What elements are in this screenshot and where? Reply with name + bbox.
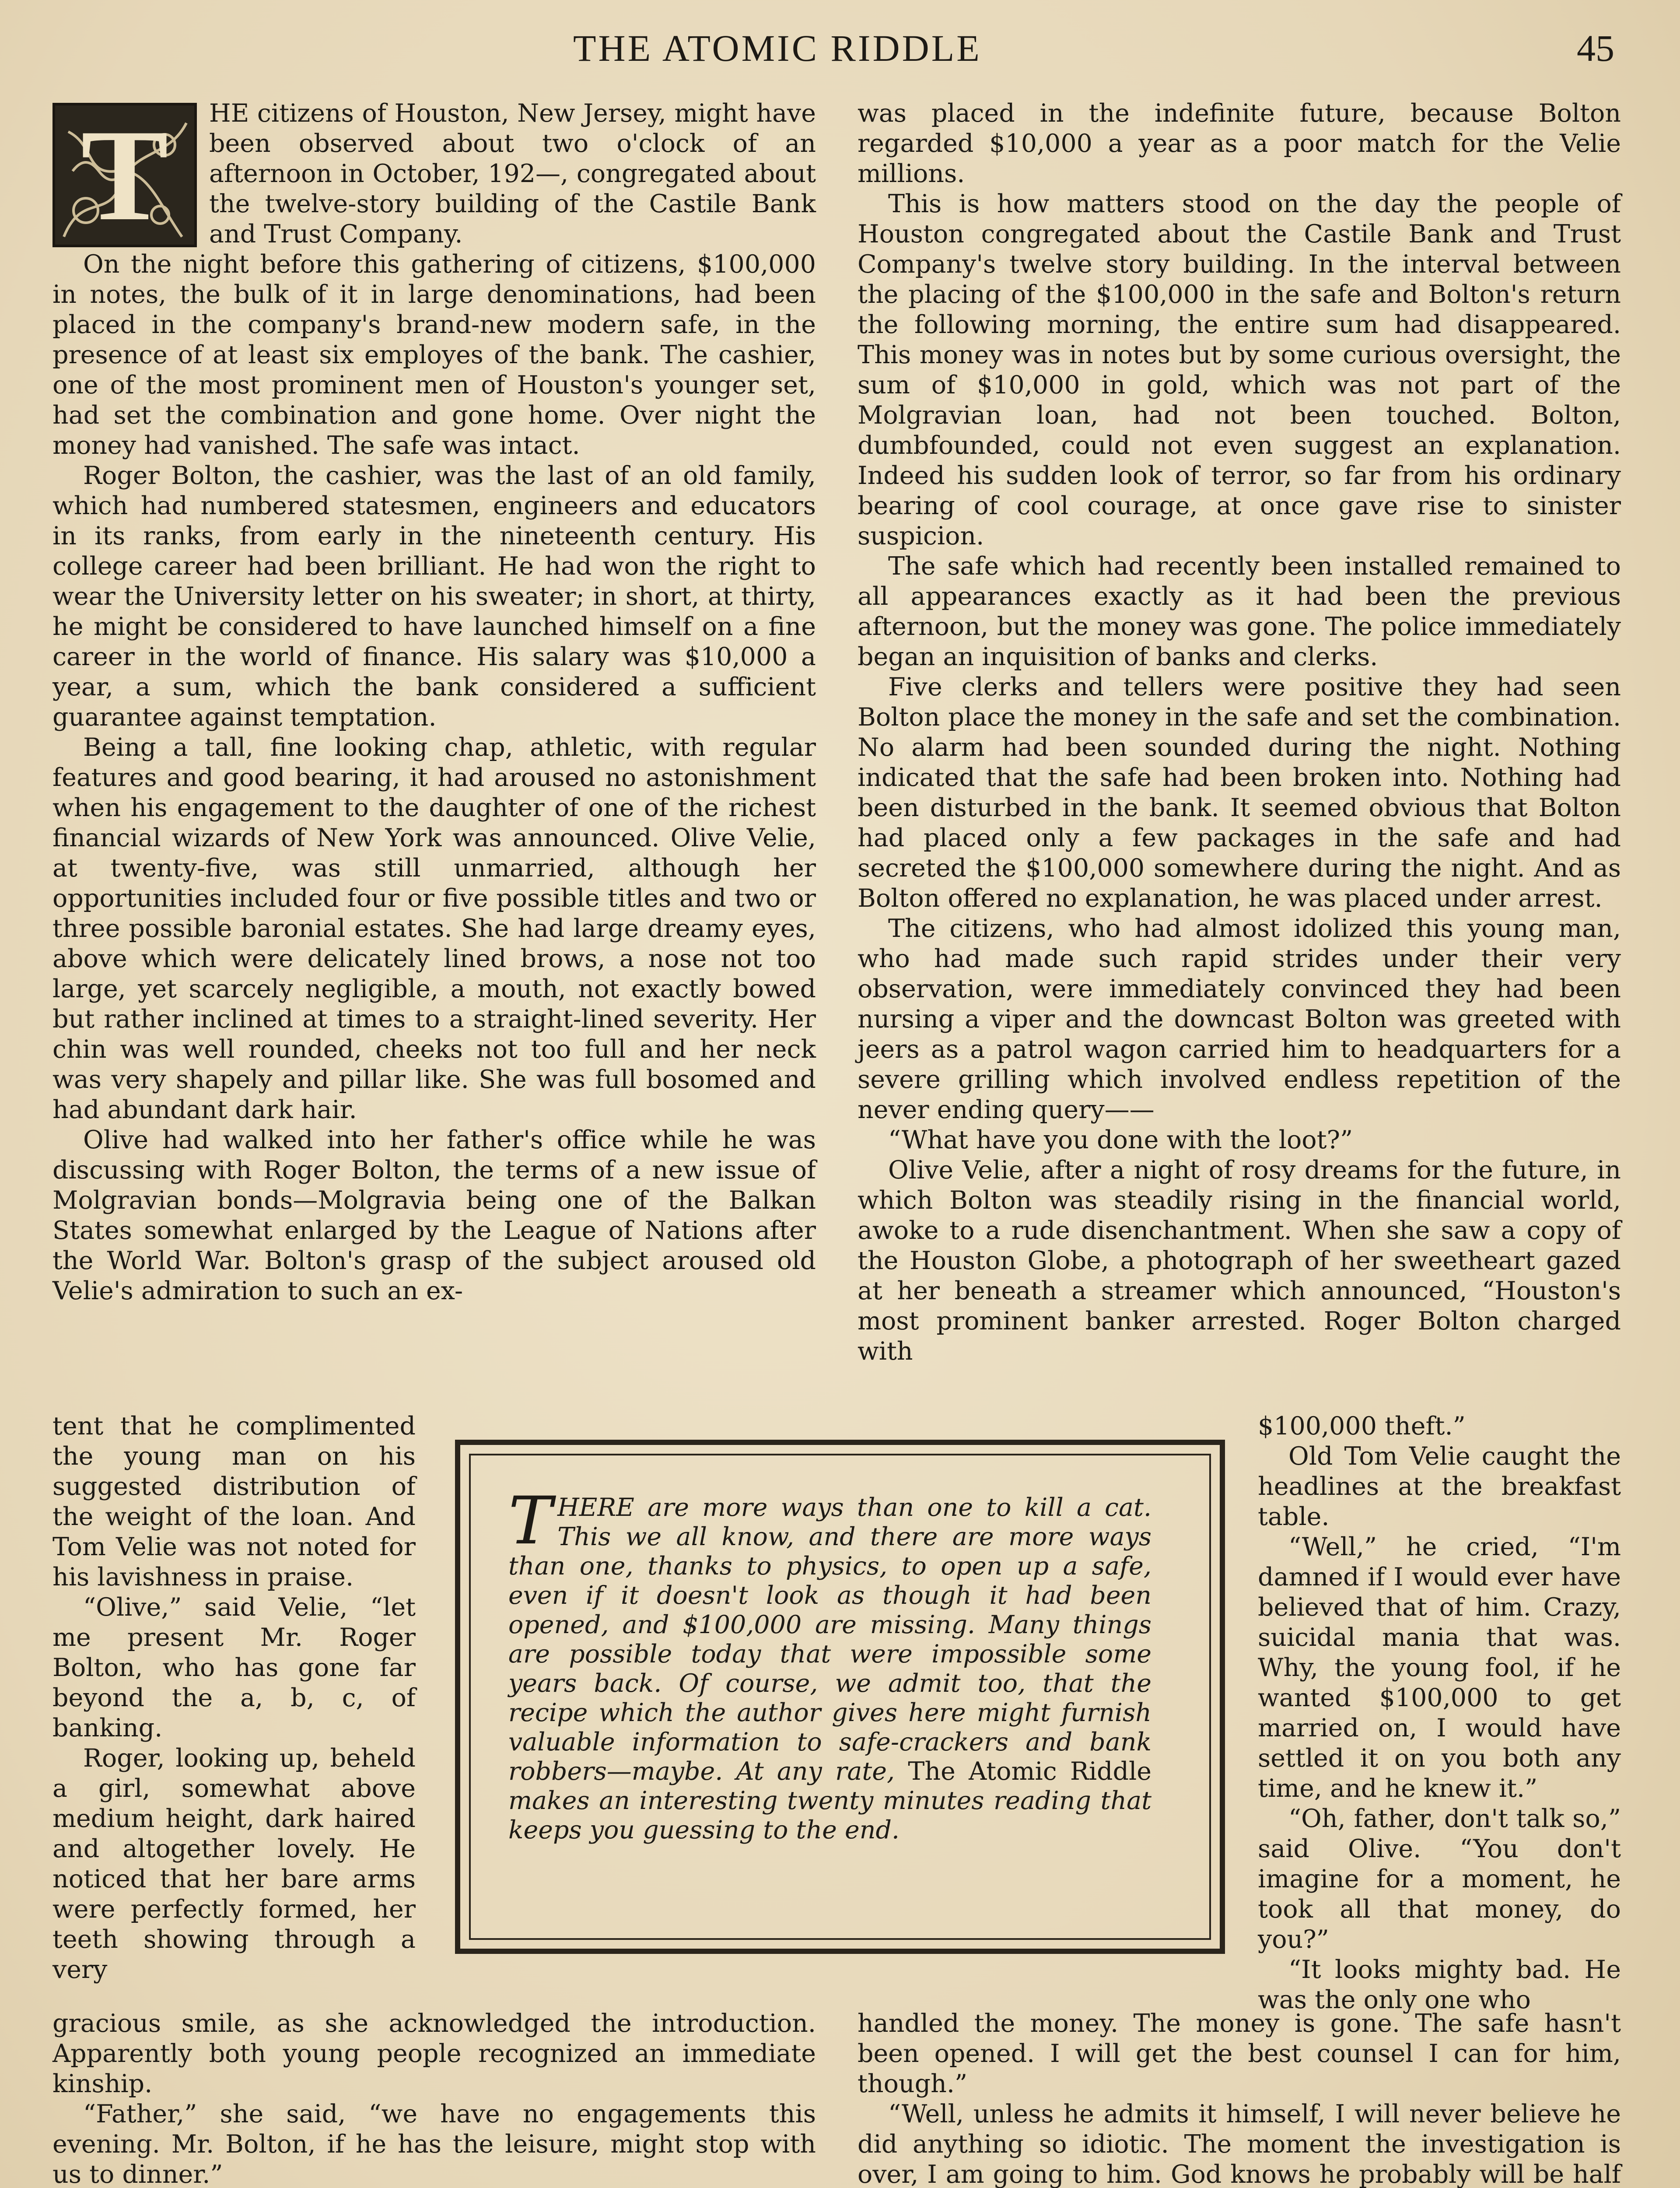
left-narrow-column: [52, 1411, 416, 2011]
page-number: 45: [1577, 27, 1614, 69]
right-column-lower: [858, 2009, 1621, 2188]
paragraph: handled the money. The money is gone. The safe hasn't been opened. I will get the best counsel I can for him, though.”: [858, 2009, 1621, 2098]
dropcap-letter: T: [80, 103, 169, 247]
paragraph: “Olive,” said Velie, “let me present Mr. Roger Bolton, who has gone far beyond the a, b, c, of banking.: [52, 1593, 416, 1743]
boxout-text-a: HERE are more ways than one to kill a cat. This we all know, and there are more ways than one, thanks to physics, to open up a safe, even if it doesn't look as though it had been opened, and $100,000 are missing. Many things are possible today that were impossible some years back. Of course, we admit too, that the recipe which the author gives here might furnish valuable information to safe-crackers and bank robbers—maybe. At any rate,: [508, 1493, 1152, 1786]
paragraph: “Father,” she said, “we have no engagements this evening. Mr. Bolton, if he has the leisure, might stop with us to dinner.”: [52, 2100, 816, 2188]
paragraph: $100,000 theft.”: [1258, 1412, 1466, 1441]
paragraph: “Well, unless he admits it himself, I will never believe he did anything so idiotic. The moment the investigation is over, I am going to him. God knows he probably will be half: [858, 2100, 1621, 2188]
paragraph: “It looks mighty bad. He was the only one who: [1258, 1955, 1621, 2014]
paragraph: Being a tall, fine looking chap, athletic, with regular features and good bearing, it had aroused no astonishment when his engagement to the daughter of one of the richest financial wizards of New York was announced. Olive Velie, at twenty-five, was still unmarried, although her opportunities included four or five possible titles and two or three possible baronial estates. She had large dreamy eyes, above which were delicately lined brows, a nose not too large, yet scarcely negligible, a mouth, not exactly bowed but rather inclined at times to a straight-lined severity. Her chin was well rounded, cheeks not too full and her neck was very shapely and pillar like. She was full bosomed and had abundant dark hair.: [52, 733, 816, 1124]
paragraph: Old Tom Velie caught the headlines at the breakfast table.: [1258, 1442, 1621, 1531]
left-column: [52, 98, 816, 1411]
paragraph: Five clerks and tellers were positive they had seen Bolton place the money in the safe and set the combination. No alarm had been sounded during the night. Nothing indicated that the safe had been broken into. Nothing had been disturbed in the bank. It seemed obvious that Bolton had placed only a few packages in the safe and had secreted the $100,000 somewhere during the night. And as Bolton offered no explanation, he was placed under arrest.: [858, 673, 1621, 913]
paragraph: tent that he complimented the young man on his suggested distribution of the weight of the loan. And Tom Velie was not noted for his lavishness in praise.: [52, 1412, 416, 1592]
paragraph: This is how matters stood on the day the people of Houston congregated about the Castile Bank and Trust Company's twelve story building. In the interval between the placing of the $100,000 in the safe and Bolton's return the following morning, the entire sum had disappeared. This money was in notes but by some curious oversight, the sum of $10,000 in gold, which was not part of the Molgravian loan, had not been touched. Bolton, dumbfounded, could not even suggest an explanation. Indeed his sudden look of terror, so far from his ordinary bearing of cool courage, at once gave rise to sinister suspicion.: [858, 189, 1621, 551]
paragraph: Olive Velie, after a night of rosy dreams for the future, in which Bolton was steadily rising in the financial world, awoke to a rude disenchantment. When she saw a copy of the Houston Globe, a photograph of her sweetheart gazed at her beneath a streamer which announced, “Houston's most prominent banker arrested. Roger Bolton charged with: [858, 1156, 1621, 1366]
paragraph: Olive had walked into her father's office while he was discussing with Roger Bolton, the terms of a new issue of Molgravian bonds—Molgravia being one of the Balkan States somewhat enlarged by the League of Nations after the World War. Bolton's grasp of the subject aroused old Velie's admiration to such an ex-: [52, 1126, 816, 1305]
paragraph: On the night before this gathering of citizens, $100,000 in notes, the bulk of it in large denominations, had been placed in the company's brand-new modern safe, in the presence of at least six employes of the bank. The cashier, one of the most prominent men of Houston's younger set, had set the combination and gone home. Over night the money had vanished. The safe was intact.: [52, 250, 816, 460]
paragraph: The citizens, who had almost idolized this young man, who had made such rapid strides under their very observation, were immediately convinced they had been nursing a viper and the downcast Bolton was greeted with jeers as a patrol wagon carried him to headquarters for a severe grilling which involved endless repetition of the never ending query——: [858, 914, 1621, 1124]
right-narrow-column: [1258, 1411, 1621, 2014]
paragraph: Roger, looking up, beheld a girl, somewhat above medium height, dark haired and altogether lovely. He noticed that her bare arms were perfectly formed, her teeth showing through a very: [52, 1744, 416, 1984]
ornamental-dropcap: [52, 103, 197, 247]
left-column-lower: [52, 2009, 816, 2188]
boxout-story-title: The Atomic Riddle: [908, 1757, 1152, 1786]
paragraph: “Well,” he cried, “I'm damned if I would ever have believed that of him. Crazy, suicidal mania that was. Why, the young fool, if he wanted $100,000 to get married on, I would have settled it on you both any time, and he knew it.”: [1258, 1532, 1621, 1803]
boxout-initial: T: [508, 1483, 553, 1559]
running-head: [0, 26, 1680, 79]
paragraph: “Oh, father, don't talk so,” said Olive. “You don't imagine for a moment, he took all that money, do you?”: [1258, 1804, 1621, 1954]
boxout-text-b: makes an interesting twenty minutes reading that keeps you guessing to the end.: [508, 1786, 1152, 1844]
paragraph: Roger Bolton, the cashier, was the last of an old family, which had numbered statesmen, engineers and educators in its ranks, from early in the nineteenth century. His college career had been brilliant. He had won the right to wear the University letter on his sweater; in short, at thirty, he might be considered to have launched himself on a fine career in the world of finance. His salary was $10,000 a year, a sum, which the bank considered a sufficient guarantee against temptation.: [52, 461, 816, 732]
boxout-text: [508, 1483, 1152, 1845]
paragraph: “What have you done with the loot?”: [888, 1126, 1353, 1154]
paragraph: The safe which had recently been installed remained to all appearances exactly as it had been the previous afternoon, but the money was gone. The police immediately began an inquisition of banks and clerks.: [858, 552, 1621, 671]
paragraph: was placed in the indefinite future, because Bolton regarded $10,000 a year as a poor match for the Velie millions.: [858, 99, 1621, 188]
right-column: [858, 98, 1621, 1411]
running-title: THE ATOMIC RIDDLE: [573, 27, 982, 69]
paragraph: gracious smile, as she acknowledged the introduction. Apparently both young people recognized an immediate kinship.: [52, 2009, 816, 2098]
editorial-boxout: [455, 1440, 1225, 1954]
paragraph: HE citizens of Houston, New Jersey, might have been observed about two o'clock of an afternoon in October, 192—, congregated about the twelve-story building of the Castile Bank and Trust Company.: [209, 99, 816, 249]
